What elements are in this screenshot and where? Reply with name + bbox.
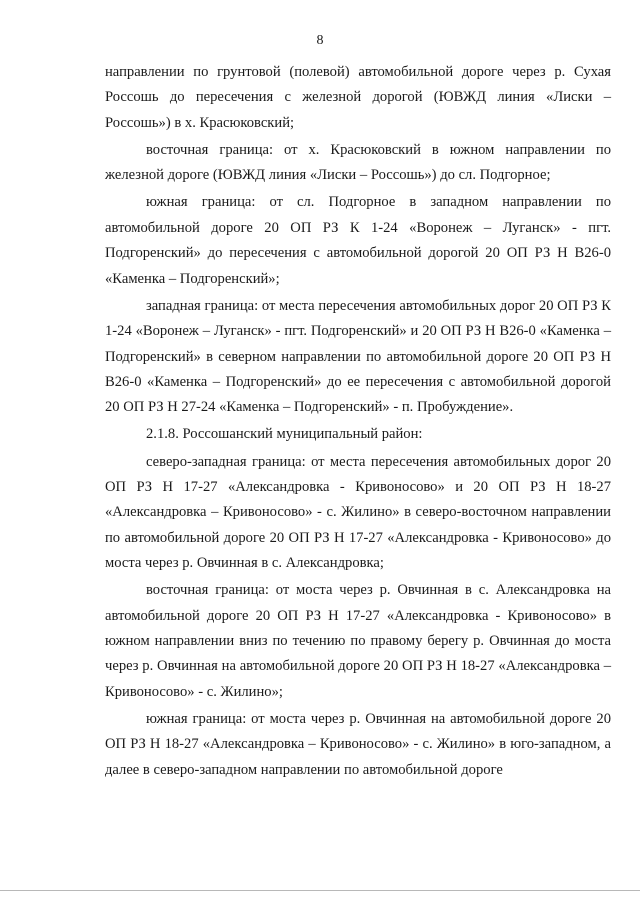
paragraph-eastern-border-2: восточная граница: от моста через р. Овчинная в с. Александровка на автомобильной дороге 20 ОП РЗ Н 17-27 «Александровка - Кривоносово» в южном направлении вниз по течению по правому берегу р. Овчинная до моста через р. Овчинная на автомобильной дороге 20 ОП РЗ Н 18-27 «Александровка – Кривоносово» - с. Жилино»; (105, 582, 611, 700)
section-heading-rossoshansky: 2.1.8. Россошанский муниципальный район: (146, 426, 423, 443)
page-number: 8 (316, 33, 324, 48)
paragraph-eastern-border: восточная граница: от х. Красюковский в южном направлении по железной дороге (ЮВЖД линия «Лиски – Россошь») до сл. Подгорное; (105, 141, 611, 184)
paragraph-southern-border-2: южная граница: от моста через р. Овчинная на автомобильной дороге 20 ОП РЗ Н 18-27 «Александровка – Кривоносово» - с. Жилино» в юго-западном, а далее в северо-западном направлении по автомобильной дороге (105, 710, 611, 778)
paragraph-continuation: направлении по грунтовой (полевой) автомобильной дороге через р. Сухая Россошь до пересечения с железной дорогой (ЮВЖД линия «Лиски – Россошь») в х. Красюковский; (105, 64, 611, 131)
page-bottom-rule (0, 890, 640, 891)
document-body (105, 60, 611, 785)
paragraph-southern-border: южная граница: от сл. Подгорное в западном направлении по автомобильной дороге 20 ОП РЗ К 1-24 «Воронеж – Луганск» - пгт. Подгоренский» до пересечения с автомобильной дорогой 20 ОП РЗ Н В26-0 «Каменка – Подгоренский»; (105, 194, 611, 287)
paragraph-northwestern-border: северо-западная граница: от места пересечения автомобильных дорог 20 ОП РЗ Н 17-27 «Александровка - Кривоносово» и 20 ОП РЗ Н 18-27 «Александровка – Кривоносово» - с. Жилино» в северо-восточном направлении по автомобильной дороге 20 ОП РЗ Н 17-27 «Александровка - Кривоносово» до моста через р. Овчинная в с. Александровка; (105, 453, 611, 572)
paragraph-western-border: западная граница: от места пересечения автомобильных дорог 20 ОП РЗ К 1-24 «Воронеж – Луганск» - пгт. Подгоренский» и 20 ОП РЗ Н В26-0 «Каменка – Подгоренский» в северном направлении по автомобильной дороге 20 ОП РЗ Н В26-0 «Каменка – Подгоренский» до ее пересечения с автомобильной дорогой 20 ОП РЗ Н 27-24 «Каменка – Подгоренский» - п. Пробуждение». (105, 297, 611, 416)
